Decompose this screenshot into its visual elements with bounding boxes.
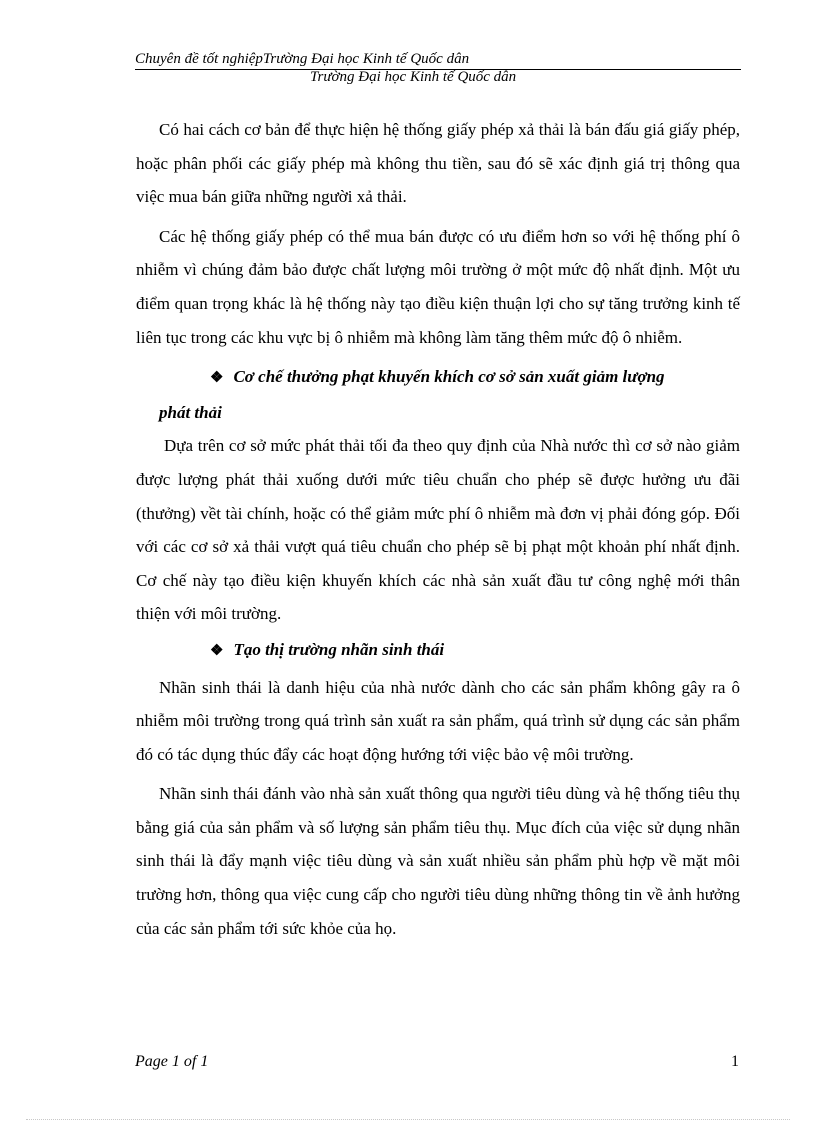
page-edge-divider [26,1119,790,1120]
page-header [135,50,741,84]
diamond-bullet-icon: ❖ [210,370,224,387]
paragraph-reward-penalty: Dựa trên cơ sở mức phát thải tối đa theo quy định của Nhà nước thì cơ sở nào giảm được lượng phát thải xuống dưới mức tiêu chuẩn cho phép sẽ được hưởng ưu đãi (thưởng) vềt tài chính, hoặc có thể giảm mức phí ô nhiễm mà đơn vị phải đóng góp. Đối với các cơ sở xả thải vượt quá tiêu chuẩn cho phép sẽ bị phạt một khoản phí nhất định. Cơ chế này tạo điều kiện khuyến khích các nhà sản xuất đầu tư công nghệ mới thân thiện với môi trường. [136,436,740,624]
paragraph-eco-label-definition: Nhãn sinh thái là danh hiệu của nhà nước dành cho các sản phẩm không gây ra ô nhiễm môi trường trong quá trình sản xuất ra sản phẩm, quá trình sử dụng các sản phẩm đó có tác dụng thúc đẩy các hoạt động hướng tới việc bảo vệ môi trường. [136,677,740,764]
section-heading-reward-penalty [136,360,740,429]
paragraph-permit-advantages: Các hệ thống giấy phép có thể mua bán được có ưu điểm hơn so với hệ thống phí ô nhiễm vì chúng đảm bảo được chất lượng môi trường ở một mức độ nhất định. Một ưu điểm quan trọng khác là hệ thống này tạo điều kiện thuận lợi cho sự tăng trưởng kinh tế liên tục trong các khu vực bị ô nhiễm mà không làm tăng thêm mức độ ô nhiễm. [136,226,740,347]
paragraph-permit-methods: Có hai cách cơ bản để thực hiện hệ thống giấy phép xả thải là bán đấu giá giấy phép, hoặc phân phối các giấy phép mà không thu tiền, sau đó sẽ xác định giá trị thông qua việc mua bán giữa những người xả thải. [136,120,740,207]
heading-text-part2: phát thải [159,402,222,422]
page-number: 1 [731,1053,739,1070]
heading-text-part1: Cơ chế thưởng phạt khuyến khích cơ sở sản xuất giảm lượng [233,367,665,387]
diamond-bullet-icon: ❖ [210,642,224,659]
paragraph-eco-label-purpose: Nhãn sinh thái đánh vào nhà sản xuất thông qua người tiêu dùng và hệ thống tiêu thụ bằng giá của sản phẩm và số lượng sản phẩm tiêu thụ. Mục đích của việc sử dụng nhãn sinh thái là đẩy mạnh việc tiêu dùng và sản xuất nhiều sản phẩm phù hợp về mặt môi trường hơn, thông qua việc cung cấp cho người tiêu dùng những thông tin về ảnh hưởng của các sản phẩm tới sức khỏe của họ. [136,784,740,938]
page-footer [135,1053,739,1071]
document-body [136,113,740,945]
page-count-label: Page 1 of 1 [135,1053,209,1070]
header-title: Chuyên đề tốt nghiệpTrường Đại học Kinh tế Quốc dân [135,51,470,67]
section-heading-eco-label [136,633,740,669]
heading-text: Tạo thị trường nhãn sinh thái [233,639,445,659]
header-subtitle: Trường Đại học Kinh tế Quốc dân [310,69,517,85]
